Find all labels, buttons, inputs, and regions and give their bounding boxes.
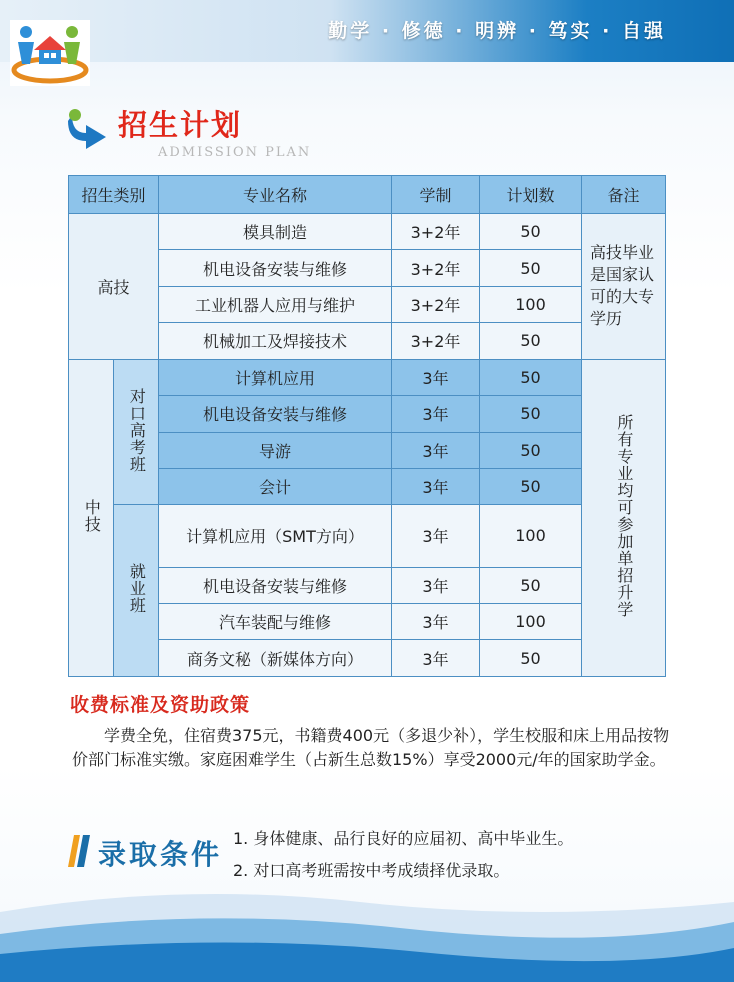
table-row bbox=[69, 468, 666, 504]
col-header-note: 备注 bbox=[582, 176, 666, 214]
header-band bbox=[0, 0, 734, 62]
table-row bbox=[69, 250, 666, 286]
table-row bbox=[69, 286, 666, 322]
major-cell: 导游 bbox=[159, 432, 392, 468]
sub-gaokao bbox=[114, 359, 159, 505]
note-mid bbox=[582, 359, 666, 676]
major-cell: 计算机应用 bbox=[159, 359, 392, 395]
col-header-years: 学制 bbox=[392, 176, 480, 214]
count-cell: 100 bbox=[480, 286, 582, 322]
years-cell: 3年 bbox=[392, 359, 480, 395]
enroll-bar-icon bbox=[66, 833, 92, 869]
years-cell: 3+2年 bbox=[392, 250, 480, 286]
count-cell: 100 bbox=[480, 505, 582, 567]
years-cell: 3年 bbox=[392, 468, 480, 504]
table-row bbox=[69, 323, 666, 359]
fees-policy-text: 学费全免，住宿费375元，书籍费400元（多退少补），学生校服和床上用品按物价部门标准实缴。家庭困难学生（占新生总数15%）享受2000元/年的国家助学金。 bbox=[72, 726, 670, 769]
count-cell: 50 bbox=[480, 640, 582, 677]
table-row bbox=[69, 432, 666, 468]
note-mid-label: 所有专业均可参加单招升学 bbox=[614, 413, 634, 618]
school-motto: 勤学 · 修德 · 明辨 · 笃实 · 自强 bbox=[328, 20, 666, 42]
col-header-count: 计划数 bbox=[480, 176, 582, 214]
years-cell: 3年 bbox=[392, 396, 480, 432]
page-title: 招生计划 bbox=[118, 108, 243, 142]
footer-wave bbox=[0, 872, 734, 982]
table-row bbox=[69, 640, 666, 677]
count-cell: 50 bbox=[480, 250, 582, 286]
count-cell: 50 bbox=[480, 359, 582, 395]
count-cell: 50 bbox=[480, 567, 582, 603]
count-cell: 50 bbox=[480, 323, 582, 359]
years-cell: 3年 bbox=[392, 432, 480, 468]
fees-title: 收费标准及资助政策 bbox=[70, 694, 251, 716]
years-cell: 3+2年 bbox=[392, 323, 480, 359]
table-row bbox=[69, 604, 666, 640]
col-header-major: 专业名称 bbox=[159, 176, 392, 214]
admission-plan-table bbox=[68, 175, 666, 677]
count-cell: 50 bbox=[480, 432, 582, 468]
note-high: 高技毕业是国家认可的大专学历 bbox=[582, 214, 666, 360]
major-cell: 会计 bbox=[159, 468, 392, 504]
major-cell: 机电设备安装与维修 bbox=[159, 250, 392, 286]
table-row bbox=[69, 214, 666, 250]
count-cell: 50 bbox=[480, 396, 582, 432]
table-row bbox=[69, 567, 666, 603]
major-cell: 计算机应用（SMT方向） bbox=[159, 505, 392, 567]
years-cell: 3年 bbox=[392, 505, 480, 567]
table-header-row bbox=[69, 176, 666, 214]
condition-item: 1. 身体健康、品行良好的应届初、高中毕业生。 bbox=[233, 829, 574, 848]
col-header-category: 招生类别 bbox=[69, 176, 159, 214]
count-cell: 100 bbox=[480, 604, 582, 640]
table-row bbox=[69, 359, 666, 395]
title-arrow-icon bbox=[66, 107, 110, 151]
table-row bbox=[69, 505, 666, 567]
major-cell: 工业机器人应用与维护 bbox=[159, 286, 392, 322]
table-row bbox=[69, 396, 666, 432]
sub-jiuye bbox=[114, 505, 159, 677]
category-mid-label: 中技 bbox=[82, 498, 102, 533]
admission-conditions-title: 录取条件 bbox=[98, 838, 223, 871]
category-high: 高技 bbox=[69, 214, 159, 360]
years-cell: 3+2年 bbox=[392, 214, 480, 250]
major-cell: 汽车装配与维修 bbox=[159, 604, 392, 640]
years-cell: 3+2年 bbox=[392, 286, 480, 322]
years-cell: 3年 bbox=[392, 640, 480, 677]
major-cell: 商务文秘（新媒体方向） bbox=[159, 640, 392, 677]
major-cell: 机电设备安装与维修 bbox=[159, 567, 392, 603]
count-cell: 50 bbox=[480, 468, 582, 504]
category-mid bbox=[69, 359, 114, 676]
count-cell: 50 bbox=[480, 214, 582, 250]
years-cell: 3年 bbox=[392, 604, 480, 640]
years-cell: 3年 bbox=[392, 567, 480, 603]
sub-gaokao-label: 对口高考班 bbox=[127, 387, 147, 473]
condition-item: 2. 对口高考班需按中考成绩择优录取。 bbox=[233, 861, 510, 880]
major-cell: 机电设备安装与维修 bbox=[159, 396, 392, 432]
page-subtitle-en: ADMISSION PLAN bbox=[158, 145, 312, 160]
school-logo-icon bbox=[10, 20, 90, 86]
major-cell: 模具制造 bbox=[159, 214, 392, 250]
major-cell: 机械加工及焊接技术 bbox=[159, 323, 392, 359]
sub-jiuye-label: 就业班 bbox=[127, 563, 147, 615]
